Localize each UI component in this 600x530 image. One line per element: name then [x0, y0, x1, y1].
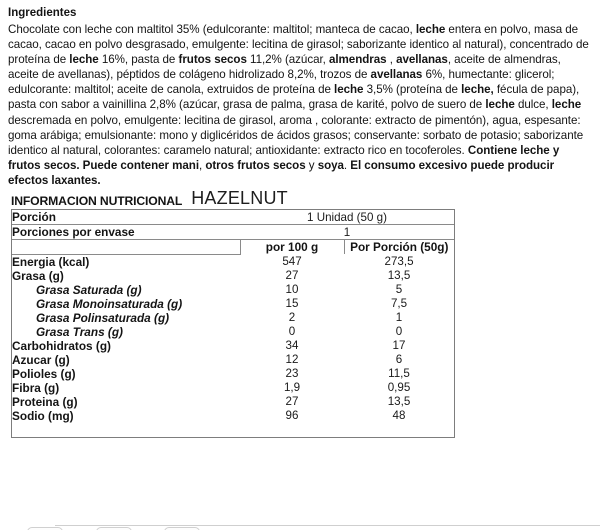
column-header-name-cell-filler [12, 247, 240, 254]
table-row [12, 325, 454, 339]
ingredient-text-run: 11,2% (azúcar, [246, 53, 329, 67]
table-row [12, 353, 454, 367]
nutrient-name: Grasa Saturada (g) [36, 282, 142, 297]
column-header-per-serving: Por Porción (50g) [344, 240, 454, 255]
nutrient-name: Grasa Monoinsaturada (g) [36, 296, 183, 311]
ingredient-text-run: dulce, [514, 98, 552, 112]
ingredient-text-run: 6%, humectante: glicerol; edulcorante: maltitol; aceite de canola, extruidos de proteína de [8, 68, 555, 97]
nutrient-value-per-100g: 23 [285, 367, 299, 381]
nutrient-value-per-serving: 5 [395, 283, 403, 297]
ingredient-text-run: y [305, 158, 318, 172]
ingredient-allergen-term: otros frutos secos [205, 158, 306, 172]
nutrient-value-per-serving: 7,5 [390, 297, 408, 311]
nutrient-value-per-serving: 13,5 [387, 395, 411, 409]
product-name: HAZELNUT [191, 188, 288, 209]
table-row [12, 339, 454, 353]
nutrient-name: Azucar (g) [12, 352, 70, 367]
ingredient-allergen-term: leche, [461, 83, 494, 97]
ingredient-text-run: entera en polvo, masa de cacao, cacao en polvo desgrasado, emulgente: lecitina de girasol; saborizante identico al natural), concentrado de proteína de [8, 23, 589, 67]
ingredient-text-run: , [199, 158, 206, 172]
nutrient-value-per-serving: 273,5 [384, 254, 414, 268]
servings-per-container-label: Porciones por envase [12, 225, 240, 240]
ingredient-allergen-term: leche [334, 83, 364, 97]
ingredient-allergen-term: almendras [328, 53, 387, 67]
table-row [12, 367, 454, 381]
nutrient-value-per-100g: 27 [285, 269, 299, 283]
servings-per-container-value: 1 [240, 225, 454, 240]
nutrient-value-per-100g: 10 [285, 283, 299, 297]
ingredient-text-run: . [343, 158, 351, 172]
nutrient-value-per-100g: 0 [288, 325, 296, 339]
table-bottom-spacer [12, 423, 454, 437]
ingredient-allergen-term: soya [317, 158, 344, 172]
table-row [12, 311, 454, 325]
table-row [12, 283, 454, 297]
ingredients-section [0, 0, 600, 188]
column-header-row-top [12, 240, 454, 247]
ingredient-allergen-term: leche [69, 53, 99, 67]
ingredient-text-run: Chocolate con leche con maltitol 35% (edulcorante: maltitol; manteca de cacao, [8, 23, 416, 36]
nutrient-name: Grasa Polinsaturada (g) [36, 310, 170, 325]
chrome-divider-line [55, 525, 600, 526]
nutrient-name: Grasa (g) [12, 268, 64, 283]
nutrition-table-body [12, 210, 454, 254]
nutrient-name: Carbohidratos (g) [12, 338, 111, 353]
nutrient-value-per-serving: 11,5 [388, 367, 410, 381]
nutrient-value-per-100g: 2 [288, 311, 296, 325]
servings-per-container-row [12, 225, 454, 240]
nutrient-value-per-100g: 34 [285, 339, 299, 353]
ingredient-allergen-term: leche [485, 98, 515, 112]
nutrition-section-label: INFORMACION NUTRICIONAL [11, 194, 183, 209]
nutrient-value-per-100g: 12 [285, 353, 299, 367]
nutrient-value-per-serving: 48 [392, 409, 406, 423]
clipped-bottom-chrome [0, 524, 600, 530]
nutrition-facts-table [11, 209, 455, 438]
ingredient-allergen-term: leche [551, 98, 582, 112]
table-row [12, 297, 454, 311]
nutrient-value-per-serving: 17 [392, 339, 406, 353]
ingredient-allergen-term: leche [415, 23, 446, 36]
ingredient-text-run: 16%, pasta de [98, 53, 179, 67]
nutrient-value-per-100g: 96 [285, 409, 299, 423]
ingredient-text-run: , [386, 53, 397, 67]
nutrient-name: Fibra (g) [12, 380, 60, 395]
ingredients-text [8, 22, 592, 188]
serving-value: 1 Unidad (50 g) [240, 210, 454, 225]
nutrient-value-per-serving: 0 [395, 325, 403, 339]
ingredient-allergen-term: El consumo excesivo puede producir efectos laxantes. [8, 158, 555, 187]
ingredient-allergen-term: frutos secos [178, 53, 247, 67]
nutrient-rows [12, 254, 454, 423]
nutrient-value-per-serving: 1 [395, 311, 403, 325]
nutrient-value-per-100g: 547 [282, 254, 302, 268]
nutrient-value-per-serving: 13,5 [387, 269, 411, 283]
ingredient-text-run: descremada en polvo, emulgente: lecitina de girasol, aroma , colorante: extracto de pimentón), agua, espesante: goma arábiga; emulsionante: mono y diglicéridos de ácidos grasos; conservante: sorbato de potasio; saborizante identico al natural, colorantes: caramelo natural; antioxidante: extracto rico en tocoferoles. [8, 113, 584, 157]
nutrition-title-row [0, 188, 600, 209]
column-header-per-100g: por 100 g [240, 240, 344, 255]
nutrient-name: Sodio (mg) [12, 408, 74, 423]
table-row [12, 409, 454, 423]
nutrient-name: Proteina (g) [12, 394, 78, 409]
ingredients-heading: Ingredientes [8, 7, 77, 19]
nutrient-name: Grasa Trans (g) [36, 324, 123, 339]
table-row [12, 269, 454, 283]
ingredient-text-run: fécula de papa), pasta con sabor a vainillina 2,8% (azúcar, grasa de palma, grasa de karité, polvo de suero de [8, 83, 580, 112]
serving-row [12, 210, 454, 225]
table-row [12, 381, 454, 395]
ingredient-allergen-term: avellanas [370, 68, 423, 82]
nutrient-value-per-100g: 1,9 [283, 381, 301, 395]
nutrient-value-per-100g: 15 [285, 297, 299, 311]
column-header-name-cell [12, 240, 240, 247]
table-row [12, 254, 454, 269]
nutrient-value-per-serving: 0,95 [387, 381, 411, 395]
table-row [12, 395, 454, 409]
nutrient-value-per-100g: 27 [285, 395, 299, 409]
ingredient-text-run: 3,5% (proteína de [363, 83, 462, 97]
ingredient-allergen-term: Contiene leche y frutos secos. Puede contener mani [8, 143, 560, 172]
nutrient-name: Energia (kcal) [12, 254, 90, 269]
serving-label: Porción [12, 210, 240, 225]
ingredient-allergen-term: avellanas [396, 53, 448, 67]
ingredient-text-run: , aceite de almendras, aceite de avellanas), péptidos de colágeno hidrolizado 8,2%, trozos de [8, 53, 561, 82]
nutrient-value-per-serving: 6 [395, 353, 403, 367]
nutrient-name: Polioles (g) [12, 366, 76, 381]
